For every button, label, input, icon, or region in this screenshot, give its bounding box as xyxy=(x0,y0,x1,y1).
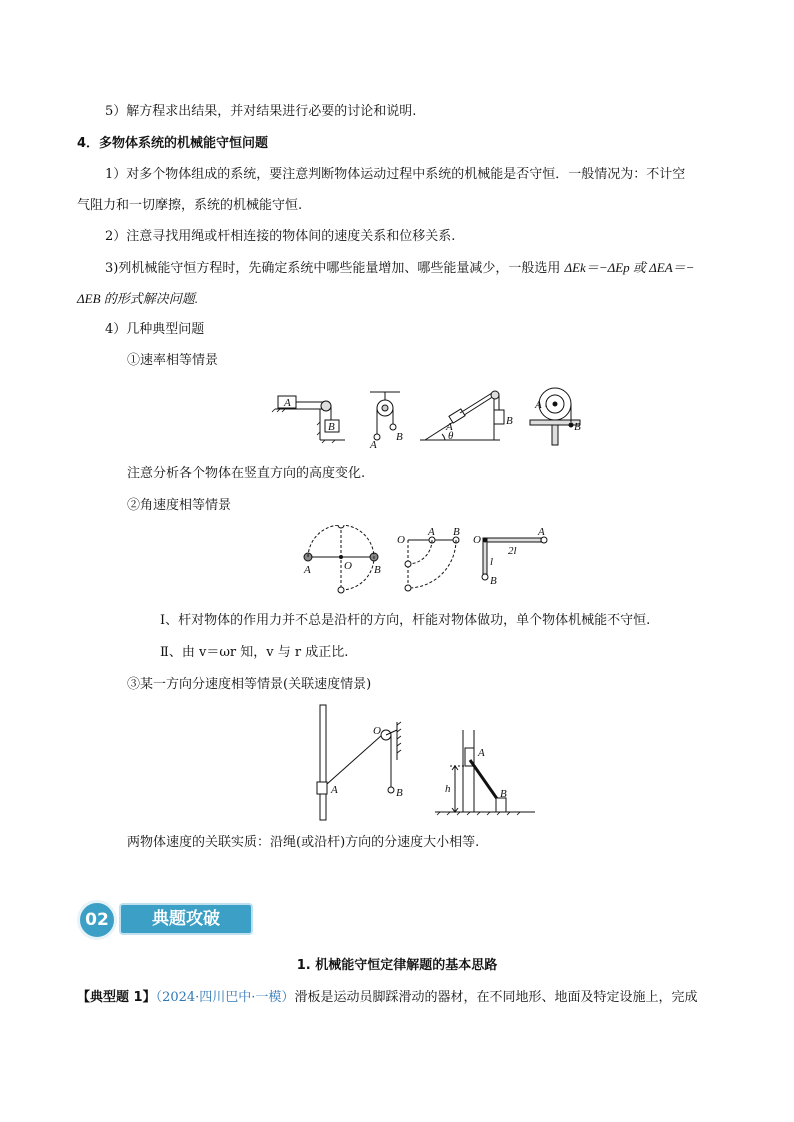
label-B-2: B xyxy=(396,431,403,443)
label-h: h xyxy=(445,783,451,795)
example-line xyxy=(77,989,697,1007)
example-label: 【典型题 1】 xyxy=(77,990,156,1005)
label-A-6: A xyxy=(428,526,435,538)
example-text: 滑板是运动员脚踩滑动的器材，在不同地形、地面及特定设施上，完成 xyxy=(294,990,698,1005)
label-A-9: A xyxy=(478,747,485,759)
step5-text: 5）解方程求出结果，并对结果进行必要的讨论和说明. xyxy=(105,104,417,119)
paragraph-1b: 气阻力和一切摩擦，系统的机械能守恒. xyxy=(77,198,303,213)
speed-equal-diagrams xyxy=(270,382,590,452)
paragraph-3a xyxy=(105,259,694,278)
note-1: 注意分析各个物体在竖直方向的高度变化. xyxy=(127,466,366,481)
label-O-1: O xyxy=(344,560,352,572)
note-2b: Ⅱ、由 v＝ωr 知，v 与 r 成正比. xyxy=(160,645,349,660)
example-source: （2024·四川巴中·一模） xyxy=(155,990,295,1005)
related-velocity-diagrams xyxy=(300,700,540,825)
rotating-rod-diagram xyxy=(304,525,378,593)
subheading: 1. 机械能守恒定律解题的基本思路 xyxy=(296,958,498,973)
label-theta: θ xyxy=(448,430,454,442)
note-3: 两物体速度的关联实质：沿绳(或沿杆)方向的分速度大小相等. xyxy=(127,835,480,850)
section-badge xyxy=(77,900,257,940)
paragraph-2: 2）注意寻找用绳或杆相连接的物体间的速度关系和位移关系. xyxy=(105,229,456,244)
paragraph-3b xyxy=(77,290,198,309)
label-2l: 2l xyxy=(508,545,517,557)
label-B-4: B xyxy=(574,421,581,433)
wheel-diagram xyxy=(530,388,580,445)
label-A-5: A xyxy=(304,564,311,576)
label-A-3: A xyxy=(446,421,453,433)
table-pulley-diagram xyxy=(272,396,345,443)
label-B-1: B xyxy=(328,421,335,433)
label-A-1: A xyxy=(284,397,291,409)
label-B-6: B xyxy=(453,526,460,538)
label-B-7: B xyxy=(490,575,497,587)
paragraph-3a-text: 3)列机械能守恒方程时，先确定系统中哪些能量增加、哪些能量减少，一般选用 xyxy=(105,261,561,276)
label-O-3: O xyxy=(473,534,481,546)
label-B-5: B xyxy=(374,564,381,576)
section-number: 02 xyxy=(77,900,117,940)
heading-4: 4．多物体系统的机械能守恒问题 xyxy=(77,136,269,151)
label-B-9: B xyxy=(500,788,507,800)
case-2-title: ②角速度相等情景 xyxy=(127,498,232,513)
paragraph-3a-formula: ΔEk＝−ΔEp 或 ΔEA＝− xyxy=(564,260,695,275)
angular-velocity-diagrams xyxy=(290,525,560,600)
label-A-2: A xyxy=(370,439,377,451)
paragraph-4: 4）几种典型问题 xyxy=(105,322,205,337)
sliding-rod-diagram xyxy=(435,730,535,815)
label-O-4: O xyxy=(373,725,381,737)
swinging-rod-diagram xyxy=(405,537,459,591)
case-1-title: ①速率相等情景 xyxy=(127,353,219,368)
paragraph-3b-formula: ΔEB 的形式解决问题. xyxy=(77,291,199,306)
incline-diagram xyxy=(420,391,504,440)
label-A-4: A xyxy=(535,399,542,411)
label-A-7: A xyxy=(538,526,545,538)
label-B-8: B xyxy=(396,787,403,799)
label-A-8: A xyxy=(331,784,338,796)
note-2a: Ⅰ、杆对物体的作用力并不总是沿杆的方向，杆能对物体做功，单个物体机械能不守恒. xyxy=(160,613,651,628)
case-3-title: ③某一方向分速度相等情景(关联速度情景) xyxy=(127,677,372,692)
label-B-3: B xyxy=(506,415,513,427)
label-O-2: O xyxy=(397,534,405,546)
pole-pulley-diagram xyxy=(317,705,401,820)
paragraph-1a: 1）对多个物体组成的系统，要注意判断物体运动过程中系统的机械能是否守恒．一般情况为：不计空 xyxy=(105,167,686,182)
label-l: l xyxy=(490,556,494,568)
section-title: 典题攻破 xyxy=(119,903,253,935)
